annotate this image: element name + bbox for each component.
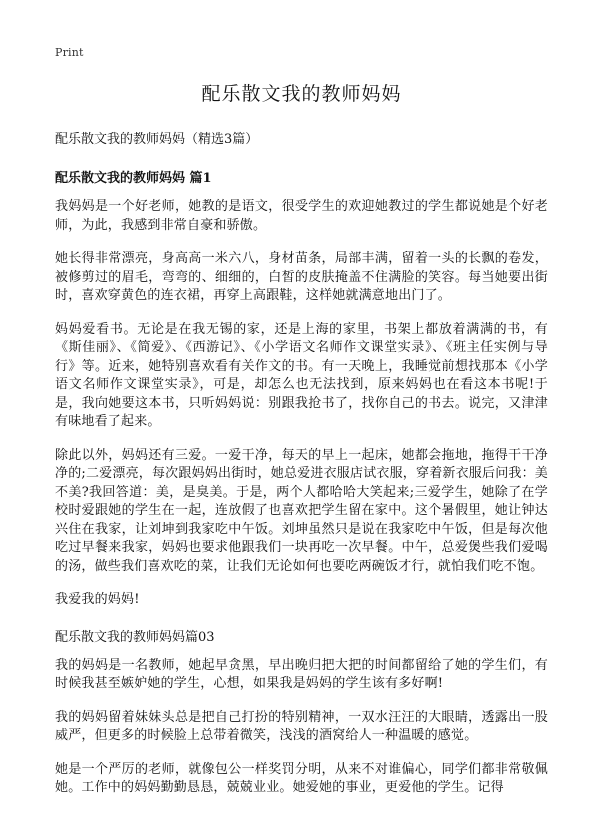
section-2-paragraph: 她是一个严厉的老师，就像包公一样奖罚分明，从来不对谁偏心，同学们都非常敬佩她。工作中的妈妈勤勤恳恳，兢兢业业。她爱她的事业，更爱他的学生。记得 bbox=[55, 761, 548, 795]
section-1-paragraph: 她长得非常漂亮，身高高一米六八，身材苗条，局部丰满，留着一头的长飘的卷发，被修剪过的眉毛，弯弯的、细细的，白皙的皮肤掩盖不住满脸的笑容。每当她要出街时，喜欢穿黄色的连衣裙，再穿上高跟鞋，这样她就满意地出门了。 bbox=[55, 251, 548, 303]
section-1-paragraph: 我爱我的妈妈! bbox=[55, 592, 140, 607]
document-subtitle: 配乐散文我的教师妈妈（精选3篇） bbox=[55, 132, 259, 147]
document-title: 配乐散文我的教师妈妈 bbox=[201, 83, 402, 105]
section-2-paragraph: 我的妈妈是一名教师，她起早贪黑，早出晚归把大把的时间都留给了她的学生们，有时候我甚至嫉妒她的学生，心想，如果我是妈妈的学生该有多好啊! bbox=[55, 657, 548, 691]
section-2-paragraph: 我的妈妈留着妹妹头总是把自己打扮的特别精神，一双水汪汪的大眼睛，透露出一股威严，但更多的时候脸上总带着微笑，浅浅的酒窝给人一种温暖的感觉。 bbox=[55, 709, 548, 743]
print-label: Print bbox=[55, 46, 84, 59]
section-1-paragraph: 除此以外，妈妈还有三爱。一爱干净，每天的早上一起床，她都会拖地，拖得干干净净的;二爱漂亮，每次跟妈妈出街时，她总爱进衣服店试衣服，穿着新衣服后问我：美不美?我回答道：美，是臭美。于是，两个人都哈哈大笑起来;三爱学生，她除了在学校时爱跟她的学生在一起，连放假了也喜欢把学生留在家中。这个暑假里，她让钟达兴住在我家，让刘坤到我家吃中午饭。刘坤虽然只是说在我家吃中午饭，但是每次他吃过早餐来我家，妈妈也要求他跟我们一块再吃一次早餐。中午，总爱煲些我们爱喝的汤，做些我们喜欢吃的菜，让我们无论如何也要吃两碗饭才行，就怕我们吃不饱。 bbox=[55, 447, 548, 574]
section-1-paragraph: 妈妈爱看书。无论是在我无锡的家，还是上海的家里，书架上都放着满满的书，有《斯佳丽》、《简爱》、《西游记》、《小学语文名师作文课堂实录》、《班主任实例与导行》等。近来，她特别喜欢看有关作文的书。有一天晚上，我睡觉前想找那本《小学语文名师作文课堂实录》，可是，却怎么也无法找到，原来妈妈也在看这本书呢!于是，我向她要这本书，只听妈妈说：别跟我抢书了，找你自己的书去。说完，又津津有味地看了起来。 bbox=[55, 321, 548, 429]
section-1-heading: 配乐散文我的教师妈妈 篇1 bbox=[55, 171, 212, 186]
section-2-heading: 配乐散文我的教师妈妈篇03 bbox=[55, 629, 215, 645]
section-1-paragraph: 我妈妈是一个好老师，她教的是语文，很受学生的欢迎她教过的学生都说她是个好老师，为此，我感到非常自豪和骄傲。 bbox=[55, 199, 548, 233]
